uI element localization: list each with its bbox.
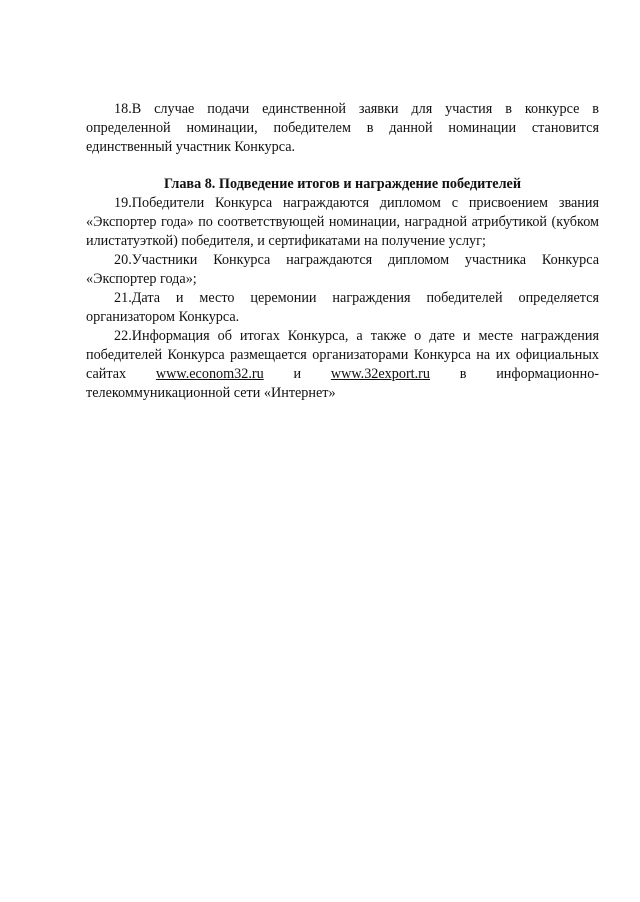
paragraph-21: 21.Дата и место церемонии награждения победителей определяется организатором Конкурса.: [86, 290, 599, 325]
document-page: [86, 100, 599, 403]
paragraph-20: 20.Участники Конкурса награждаются дипломом участника Конкурса «Экспортер года»;: [86, 252, 599, 287]
paragraph-22-text-before: 22.Информация об итогах Конкурса, а также о дате и месте награждения победителей Конкурса размещается организаторами Конкурса на их официальных сайтах: [86, 328, 599, 382]
link-econom32[interactable]: www.econom32.ru: [155, 366, 264, 382]
paragraph-18: 18.В случае подачи единственной заявки для участия в конкурсе в определенной номинации, победителем в данной номинации становится единственный участник Конкурса.: [86, 101, 599, 155]
paragraph-22-text-after: в информационно-телекоммуникационной сети «Интернет»: [86, 366, 600, 401]
paragraph-19: 19.Победители Конкурса награждаются дипломом с присвоением звания «Экспортер года» по соответствующей номинации, наградной атрибутикой (кубком илистатуэткой) победителя, и сертификатами на получение услуг;: [86, 195, 599, 249]
spacer: [86, 157, 599, 175]
paragraph-22: [86, 327, 599, 403]
link-32export[interactable]: www.32export.ru: [330, 366, 430, 382]
chapter-heading: Глава 8. Подведение итогов и награждение победителей: [163, 176, 522, 192]
paragraph-22-text-between: и: [263, 366, 331, 382]
